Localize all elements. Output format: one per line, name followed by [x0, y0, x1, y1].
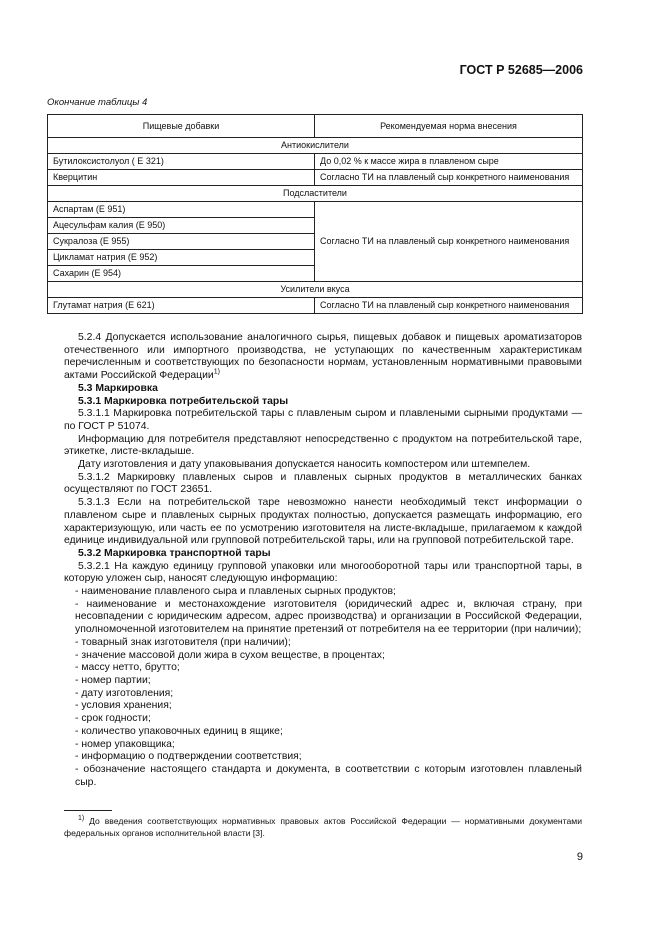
list-item: - наименование и местонахождение изготовителя (юридический адрес и, включая страну, при несовпадении с юридическим адресом, адрес производства) и организации в Российской Федерации, уполномоченной изготовителем на принятие претензий от потребителя на ее территории (при наличии);: [75, 598, 582, 636]
additive-name: Аспартам (Е 951): [48, 202, 315, 218]
additive-norm: Согласно ТИ на плавленый сыр конкретного наименования: [315, 202, 583, 282]
list-item: - значение массовой доли жира в сухом веществе, в процентах;: [75, 649, 385, 661]
additive-name: Бутилоксистолуол ( Е 321): [48, 154, 315, 170]
list-item: - информацию о подтверждении соответствия;: [75, 751, 302, 763]
additive-name: Кверцитин: [48, 170, 315, 186]
list-item: - товарный знак изготовителя (при наличии);: [75, 636, 291, 648]
list-item: - массу нетто, брутто;: [75, 662, 180, 674]
list-item: - обозначение настоящего стандарта и документа, в соответствии с которым изготовлен плавленый сыр.: [75, 763, 582, 788]
footnote-mark: 1): [78, 815, 85, 823]
heading-5-3: 5.3 Маркировка: [78, 382, 158, 394]
document-code: ГОСТ Р 52685—2006: [459, 63, 583, 77]
heading-5-3-2: 5.3.2 Маркировка транспортной тары: [78, 547, 271, 559]
list-item: - наименование плавленого сыра и плавленых сырных продуктов;: [75, 586, 396, 598]
footnote-divider: [64, 810, 112, 811]
additive-name: Ацесульфам калия (Е 950): [48, 218, 315, 234]
additive-norm: Согласно ТИ на плавленый сыр конкретного наименования: [315, 170, 583, 186]
list-item: - количество упаковочных единиц в ящике;: [75, 725, 283, 737]
list-item: - номер упаковщика;: [75, 738, 175, 750]
column-header-additives: Пищевые добавки: [48, 115, 315, 138]
section-flavor-enhancers: Усилители вкуса: [48, 282, 583, 298]
column-header-norm: Рекомендуемая норма внесения: [315, 115, 583, 138]
paragraph-date: Дату изготовления и дату упаковывания допускается наносить компостером или штемпелем.: [78, 459, 531, 471]
additive-norm: До 0,02 % к массе жира в плавленом сыре: [315, 154, 583, 170]
additive-norm: Согласно ТИ на плавленый сыр конкретного наименования: [315, 298, 583, 314]
additive-name: Цикламат натрия (Е 952): [48, 250, 315, 266]
list-item: - дату изготовления;: [75, 687, 174, 699]
footnote: [64, 815, 582, 839]
table-header-row: [48, 115, 583, 138]
table-row: [48, 154, 583, 170]
paragraph-5-3-1-2: 5.3.1.2 Маркировку плавленых сыров и плавленых сырных продуктов в металлических банках осуществляют по ГОСТ 23651.: [64, 471, 582, 496]
food-additives-table: [47, 114, 583, 314]
list-item: - номер партии;: [75, 674, 151, 686]
main-text: [64, 332, 582, 789]
list-item: - условия хранения;: [75, 700, 172, 712]
paragraph-5-3-1-1: 5.3.1.1 Маркировка потребительской тары с плавленым сыром и плавлеными сырными продуктами — по ГОСТ Р 51074.: [64, 408, 582, 432]
table-row: [48, 298, 583, 314]
section-sweeteners: Подсластители: [48, 186, 583, 202]
paragraph-text: 5.2.4 Допускается использование аналогичного сырья, пищевых добавок и пищевых ароматизаторов отечественного или импортного производства, не уступающих по качественным характеристикам перечисленным и соответствующих по безопасности нормам, установленным нормативными правовыми актами Российской Федерации: [64, 332, 582, 382]
paragraph-5-3-2-1: 5.3.2.1 На каждую единицу групповой упаковки или многооборотной тары или транспортной тары, в которую уложен сыр, наносят следующую информацию:: [64, 560, 582, 585]
page-number: 9: [576, 851, 583, 863]
paragraph-5-2-4: [64, 332, 582, 383]
list-item: - срок годности;: [75, 713, 151, 725]
additive-name: Сукралоза (Е 955): [48, 234, 315, 250]
heading-5-3-1: 5.3.1 Маркировка потребительской тары: [78, 395, 289, 407]
table-continuation-caption: Окончание таблицы 4: [47, 97, 148, 108]
additive-name: Глутамат натрия (Е 621): [48, 298, 315, 314]
table-row: [48, 170, 583, 186]
footnote-text: До введения соответствующих нормативных правовых актов Российской Федерации — нормативными документами федеральных органов исполнительной власти [3].: [64, 816, 582, 838]
section-antioxidants: Антиокислители: [48, 138, 583, 154]
additive-name: Сахарин (Е 954): [48, 266, 315, 282]
paragraph-info: Информацию для потребителя представляют непосредственно с продуктом на потребительской таре, этикетке, листе-вкладыше.: [64, 433, 582, 458]
paragraph-5-3-1-3: 5.3.1.3 Если на потребительской таре невозможно нанести необходимый текст информации о плавленом сыре и плавленых сырных продуктах полностью, допускается размещать информацию, его характеризующую, или часть ее по усмотрению изготовителя на листе-вкладыше, прилагаемом к каждой единице индивидуальной или групповой потребительской тары, или на групповой потребительской таре.: [64, 497, 582, 547]
footnote-ref: 1): [213, 368, 220, 376]
table-row: [48, 202, 583, 218]
